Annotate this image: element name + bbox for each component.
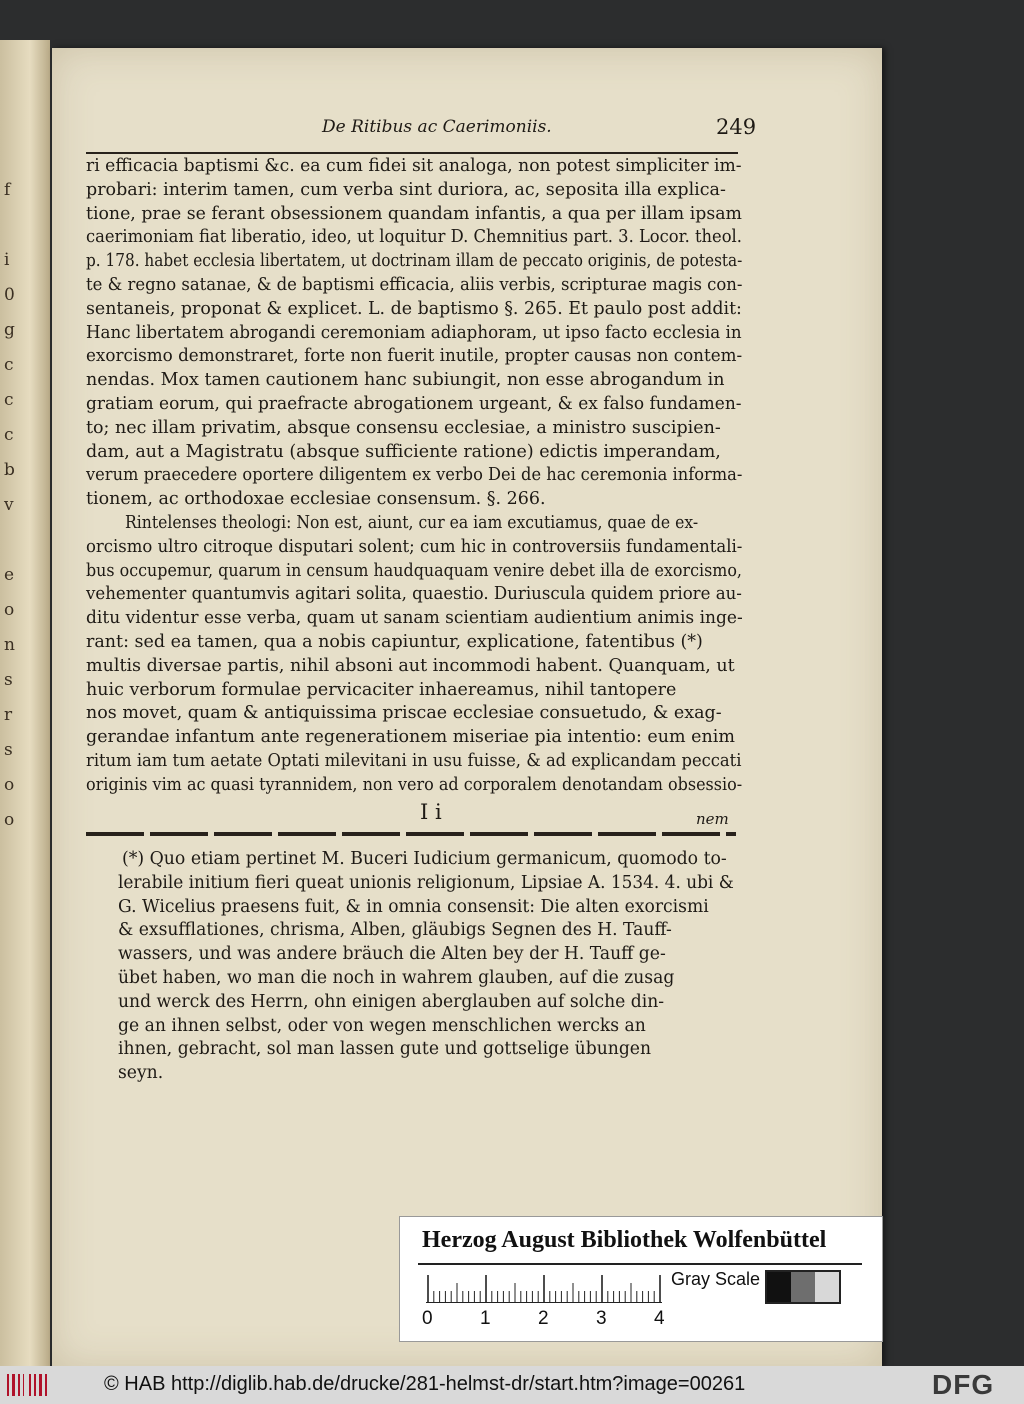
edge-character: c <box>4 390 14 410</box>
text-line: ri efficacia baptismi &c. ea cum fidei sit analoga, non potest simpliciter im- <box>86 156 742 176</box>
library-color-target <box>399 1216 883 1342</box>
text-line: originis vim ac quasi tyrannidem, non vero ad corporalem denotandam obsessio- <box>86 774 743 795</box>
text-line: to; nec illam privatim, absque consensu ecclesiae, a ministro suscipien- <box>86 417 721 438</box>
text-line: verum praecedere oportere diligentem ex verbo Dei de hac ceremonia informa- <box>86 465 743 486</box>
text-line: huic verborum formulae pervicaciter inhaereamus, nihil tantopere <box>86 679 677 700</box>
edge-character: n <box>4 635 15 655</box>
ruler-number: 4 <box>654 1308 665 1329</box>
edge-character: o <box>4 775 15 795</box>
text-line: caerimoniam fiat liberatio, ideo, ut loquitur D. Chemnitius part. 3. Locor. theol. <box>86 227 742 248</box>
gray-swatch <box>815 1272 839 1302</box>
edge-character: g <box>4 320 15 340</box>
text-line: orcismo ultro citroque disputari solent; cum hic in controversiis fundamentali- <box>86 536 743 557</box>
library-name: Herzog August Bibliothek Wolfenbüttel <box>422 1227 827 1253</box>
dfg-logo: DFG <box>932 1369 995 1400</box>
text-line: nendas. Mox tamen cautionem hanc subiungit, non esse abrogandum in <box>86 370 725 391</box>
text-line: p. 178. habet ecclesia libertatem, ut doctrinam illam de peccato originis, de potesta- <box>86 251 743 272</box>
footnote-line: übet haben, wo man die noch in wahrem glauben, auf die zusag <box>118 967 675 988</box>
text-line: te & regno satanae, & de baptismi efficacia, aliis verbis, scripturae magis con- <box>86 274 743 295</box>
text-line: vehementer quantumvis agitari solita, quaestio. Duriuscula quidem priore au- <box>86 584 742 605</box>
edge-character: i <box>4 250 10 270</box>
gray-scale-label: Gray Scale <box>671 1269 761 1289</box>
footnote-line: (*) Quo etiam pertinet M. Buceri Iudicium germanicum, quomodo to- <box>122 849 727 869</box>
footnote-line: wassers, und was andere bräuch die Alten bey der H. Tauff ge- <box>118 944 666 965</box>
text-line: ritum iam tum aetate Optati milevitani in usu fuisse, & ad explicandam peccati <box>86 750 742 771</box>
main-text-block <box>86 155 746 798</box>
text-line: bus occupemur, quarum in censum haudquaquam venire debet illa de exorcismo, <box>86 560 742 581</box>
edge-character: c <box>4 355 14 375</box>
gray-scale-swatches <box>765 1270 841 1304</box>
edge-character: b <box>4 460 15 480</box>
text-line: gratiam eorum, qui praefracte abrogationem urgeant, & ex falso fundamen- <box>86 393 742 414</box>
text-line: tione, prae se ferant obsessionem quandam infantis, a qua per illam ipsam <box>86 203 742 224</box>
edge-character: f <box>4 180 11 200</box>
edge-character: s <box>4 670 13 690</box>
header-rule <box>86 152 738 154</box>
edge-character: s <box>4 740 13 760</box>
barcode-icon <box>6 1372 48 1398</box>
text-line: ditu videntur esse verba, quam ut sanam scientiam audientium animis inge- <box>86 608 743 629</box>
text-line: Hanc libertatem abrogandi ceremoniam adiaphoram, ut ipso facto ecclesia in <box>86 322 742 343</box>
gray-swatch <box>791 1272 815 1302</box>
edge-character: o <box>4 810 15 830</box>
running-head: De Ritibus ac Caerimoniis. <box>322 117 552 137</box>
text-line: multis diversae partis, nihil absoni aut incommodi habent. Quanquam, ut <box>86 655 735 676</box>
footnote-line: lerabile initium fieri queat unionis religionum, Lipsiae A. 1534. 4. ubi & <box>118 872 734 893</box>
ruler-icon <box>426 1273 662 1303</box>
footnote-rule <box>86 832 736 836</box>
footnote-line: ihnen, gebracht, sol man lassen gute und gottselige übungen <box>118 1039 652 1060</box>
text-line: dam, aut a Magistratu (absque sufficiente ratione) edictis imperandam, <box>86 441 721 462</box>
edge-character: e <box>4 565 15 585</box>
text-line: probari: interim tamen, cum verba sint duriora, ac, seposita illa explica- <box>86 179 726 200</box>
ruler-number: 3 <box>596 1308 607 1329</box>
text-line: gerandae infantum ante regenerationem miseriae pia intentio: eum enim <box>86 727 735 748</box>
text-line: exorcismo demonstraret, forte non fuerit inutile, propter causas non contem- <box>86 346 743 367</box>
ruler-number: 0 <box>422 1308 433 1329</box>
footnote-line: und werck des Herrn, ohn einigen aberglauben auf solche din- <box>118 991 665 1012</box>
catchword: nem <box>696 810 729 828</box>
ruler-number: 2 <box>538 1308 549 1329</box>
edge-character: r <box>4 705 13 725</box>
text-line: Rintelenses theologi: Non est, aiunt, cur ea iam excutiamus, quae de ex- <box>125 512 699 533</box>
footnote-line: ge an ihnen selbst, oder von wegen menschlichen wercks an <box>118 1015 646 1036</box>
text-line: sentaneis, proponat & explicet. L. de baptismo §. 265. Et paulo post addit: <box>86 298 742 319</box>
gray-swatch <box>767 1272 791 1302</box>
previous-page-edge <box>0 40 50 1370</box>
edge-character: o <box>4 600 15 620</box>
edge-character: c <box>4 425 14 445</box>
text-line: rant: sed ea tamen, qua a nobis capiuntur, explicatione, fatentibus (*) <box>86 631 703 652</box>
footnote-block <box>118 848 742 1086</box>
source-url[interactable]: © HAB http://diglib.hab.de/drucke/281-helmst-dr/start.htm?image=00261 <box>104 1373 746 1395</box>
stamp-rule <box>418 1263 862 1265</box>
viewer-footer-bar <box>0 1366 1024 1404</box>
footnote-line: seyn. <box>118 1063 164 1084</box>
page-number: 249 <box>716 115 757 139</box>
signature-mark: I i <box>420 800 442 824</box>
footnote-line: G. Wicelius praesens fuit, & in omnia consensit: Die alten exorcismi <box>118 896 709 917</box>
edge-character: v <box>4 495 14 515</box>
edge-character: 0 <box>4 285 15 305</box>
text-line: tionem, ac orthodoxae ecclesiae consensum. §. 266. <box>86 489 546 510</box>
ruler-number: 1 <box>480 1308 491 1329</box>
footnote-line: & exsufflationes, chrisma, Alben, gläubigs Segnen des H. Tauff- <box>118 920 672 941</box>
text-line: nos movet, quam & antiquissima priscae ecclesiae consuetudo, & exag- <box>86 703 722 724</box>
